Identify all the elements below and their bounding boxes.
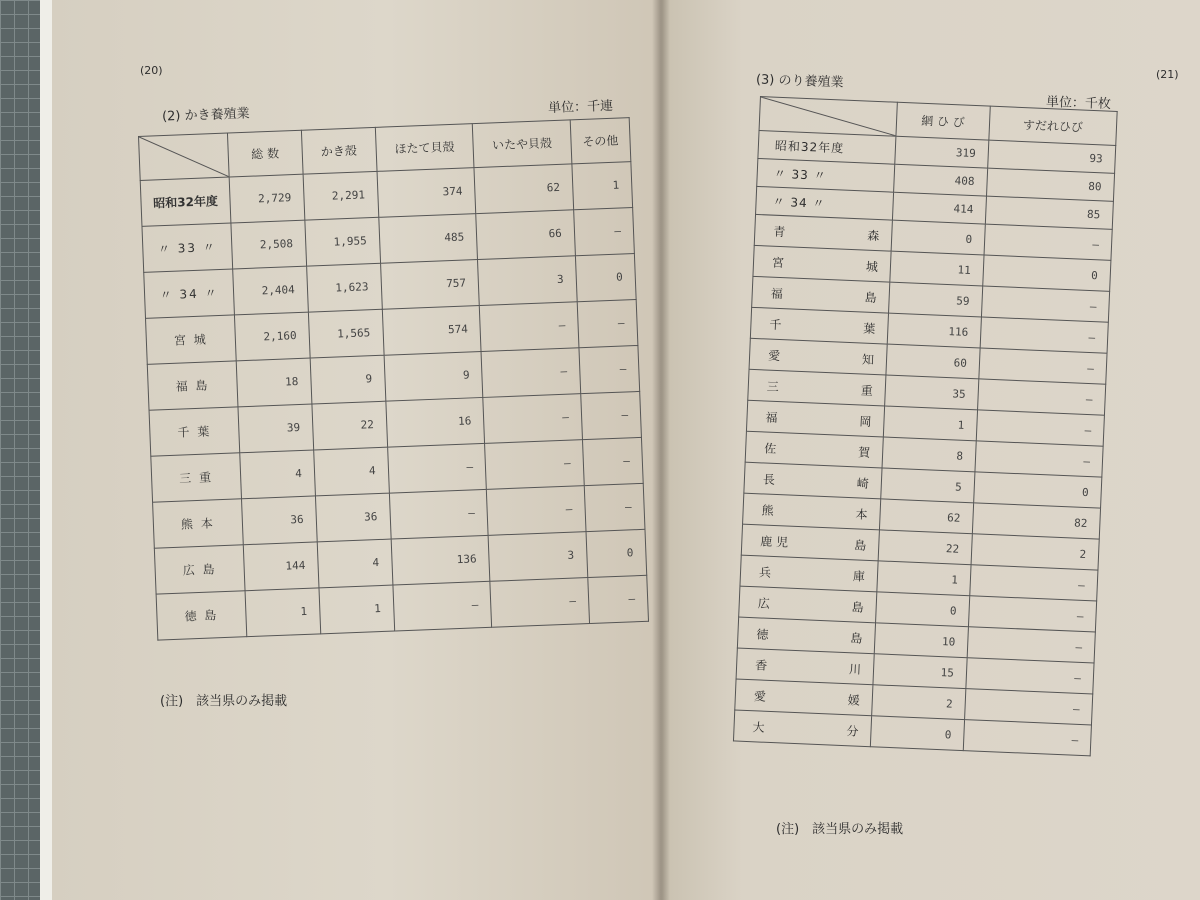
left-section-title: (2) かき養殖業 [161,106,250,125]
table-row: 宮 城 11 0 [753,245,1111,291]
table-row: 鹿 児 島 22 2 [741,524,1099,570]
table-row: 三 重 35 – [748,369,1106,415]
nori-culture-table [733,96,1118,756]
col-header-oyster-shell: かき殻 [301,127,376,174]
table-row: 広 島 144 4 136 3 0 [154,529,646,594]
table-row: 徳 島 10 – [737,617,1095,663]
left-unit-label: 単位：千連 [547,98,614,117]
table-row: 昭和32年度 2,729 2,291 374 62 1 [140,162,632,227]
table-row: 昭和32年度 319 93 [758,130,1116,173]
right-section-title: (3) のり養殖業 [755,72,844,91]
table-row: 佐 賀 8 – [745,431,1103,477]
table-row: 熊 本 36 36 – – – [153,483,645,548]
diagonal-header-cell [139,133,230,180]
table-row: 福 岡 1 – [746,400,1104,446]
left-footnote: (注) 該当県のみ掲載 [160,694,288,709]
col-header-net: 網 ひ び [896,102,990,140]
table-row: 大 分 0 – [733,710,1091,756]
table-row: 〃 33 〃 408 80 [757,158,1115,201]
table-row: 香 川 15 – [736,648,1094,694]
table-row: 愛 媛 2 – [735,679,1093,725]
right-page-number: (21) [1156,68,1179,81]
col-header-total: 総 数 [227,130,302,177]
table-row: 千 葉 116 – [750,307,1108,353]
table-row: 〃 33 〃 2,508 1,955 485 66 – [142,208,634,273]
oyster-culture-table [138,117,649,641]
col-header-other: その他 [570,118,631,164]
table-row: 福 島 18 9 9 – – [147,345,639,410]
table-row: 徳 島 1 1 – – – [156,575,648,640]
table-row: 千 葉 39 22 16 – – [149,391,641,456]
table-row: 〃 34 〃 414 85 [756,186,1114,229]
book-gutter [652,0,670,900]
left-page-number: (20) [140,64,163,77]
col-header-sudare: すだれひび [989,106,1117,145]
right-unit-label: 単位：千枚 [1045,94,1112,113]
col-header-itaya-shell: いたや貝殻 [472,120,571,168]
right-footnote: (注) 該当県のみ掲載 [776,822,904,837]
table-row: 兵 庫 1 – [740,555,1098,601]
table-row: 福 島 59 – [752,276,1110,322]
table-row: 〃 34 〃 2,404 1,623 757 3 0 [144,254,636,319]
table-row: 広 島 0 – [739,586,1097,632]
table-row: 青 森 0 – [754,214,1112,260]
table-row: 宮 城 2,160 1,565 574 – – [146,299,638,364]
table-row: 熊 本 62 82 [743,493,1101,539]
col-header-scallop-shell: ほたて貝殻 [375,124,474,172]
diagonal-header-cell [759,97,897,137]
table-row: 愛 知 60 – [749,338,1107,384]
table-row: 長 崎 5 0 [744,462,1102,508]
table-row: 三 重 4 4 – – – [151,437,643,502]
